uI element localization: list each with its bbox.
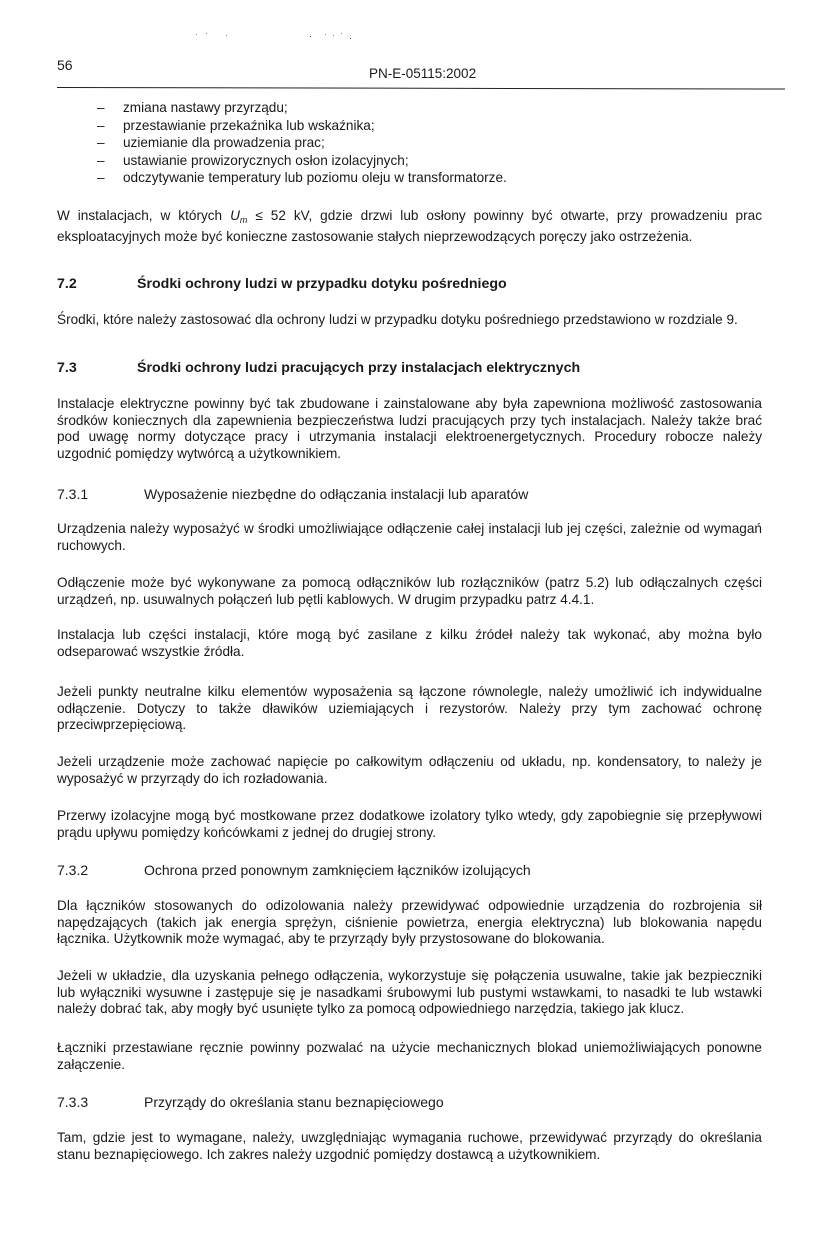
section-heading-7-3-3: 7.3.3 Przyrządy do określania stanu beznapięciowego: [57, 1094, 444, 1110]
scan-noise: [341, 33, 342, 34]
scan-noise: [206, 33, 207, 34]
paragraph: Urządzenia należy wyposażyć w środki umożliwiające odłączenie całej instalacji lub jej części, zależnie od wymagań ruchowych.: [57, 521, 762, 553]
header-rule: [57, 87, 785, 90]
paragraph: Jeżeli w układzie, dla uzyskania pełnego odłączenia, wykorzystuje się połączenia usuwalne, takie jak bezpieczniki lub wyłączniki wysuwne i zastępuje się je nasadkami śrubowymi lub pustymi wstawkami, to nasadki te lub wstawki należy dobrać tak, aby mogły być usunięte tylko za pomocą odpowiedniego narzędzia, takiego jak klucz.: [57, 968, 762, 1016]
page-header: [57, 57, 785, 93]
scan-noise: [350, 38, 351, 39]
list-item: – zmiana nastawy przyrządu;: [97, 100, 288, 115]
section-heading-7-3: 7.3 Środki ochrony ludzi pracujących przy instalacjach elektrycznych: [57, 360, 581, 376]
scan-noise: [310, 36, 311, 37]
scan-noise: [333, 35, 334, 36]
section-heading-7-3-1: 7.3.1 Wyposażenie niezbędne do odłączania instalacji lub aparatów: [57, 486, 529, 502]
list-item: – przestawianie przekaźnika lub wskaźnika;: [97, 117, 375, 133]
section-heading-7-2: 7.2 Środki ochrony ludzi w przypadku dotyku pośredniego: [57, 276, 507, 292]
scan-noise: [196, 34, 197, 35]
paragraph: Tam, gdzie jest to wymagane, należy, uwzględniając wymagania ruchowe, przewidywać przyrządy do określania stanu beznapięciowego. Ich zakres należy uzgodnić pomiędzy dostawcą a użytkownikiem.: [57, 1130, 762, 1162]
paragraph: Środki, które należy zastosować dla ochrony ludzi w przypadku dotyku pośredniego przedstawiono w rozdziale 9.: [57, 312, 738, 327]
paragraph: Jeżeli punkty neutralne kilku elementów wyposażenia są łączone równolegle, należy umożliwić ich indywidualne odłączenie. Dotyczy to także dławików uziemiających i rezystorów. Należy przy tym zachować ochronę przeciwprzepięciową.: [57, 684, 762, 732]
paragraph: Instalacja lub części instalacji, które mogą być zasilane z kilku źródeł należy tak wykonać, aby można było odseparować wszystkie źródła.: [57, 627, 762, 659]
list-item: – ustawianie prowizorycznych osłon izolacyjnych;: [97, 152, 409, 168]
dash-bullet-icon: –: [97, 117, 105, 133]
paragraph: Łączniki przestawiane ręcznie powinny pozwalać na użycie mechanicznych blokad uniemożliwiających ponowne załączenie.: [57, 1040, 762, 1072]
section-heading-7-3-2: 7.3.2 Ochrona przed ponownym zamknięciem łączników izolujących: [57, 862, 531, 878]
list-item: – odczytywanie temperatury lub poziomu oleju w transformatorze.: [97, 170, 507, 185]
dash-bullet-icon: –: [97, 152, 105, 168]
paragraph: Przerwy izolacyjne mogą być mostkowane przez dodatkowe izolatory tylko wtedy, gdy zapobiegnie się przepływowi prądu upływu pomiędzy końcówkami z jednej do drugiej strony.: [57, 808, 762, 840]
paragraph: Odłączenie może być wykonywane za pomocą odłączników lub rozłączników (patrz 5.2) lub odłączalnych części urządzeń, np. usuwalnych połączeń lub pętli kablowych. W drugim przypadku patrz 4.4.1.: [57, 575, 762, 607]
page-number: 56: [57, 57, 73, 73]
dash-bullet-icon: –: [97, 170, 105, 185]
dash-bullet-icon: –: [97, 100, 105, 115]
paragraph: Dla łączników stosowanych do odizolowania należy przewidywać odpowiednie urządzenia do rozbrojenia sił napędzających (takich jak energia sprężyn, ciśnienie powietrza, energia elektryczna) lub blokowania napędu łącznika. Użytkownik może wymagać, aby te przyrządy były przystosowane do blokowania.: [57, 898, 762, 946]
paragraph: Instalacje elektryczne powinny być tak zbudowane i zainstalowane aby była zapewniona możliwość zastosowania środków koniecznych dla zapewnienia bezpieczeństwa ludzi pracujących przy tych instalacjach. Należy także brać pod uwagę normy dotyczące pracy i utrzymania instalacji elektroenergetycznych. Procedury robocze należy uzgodnić pomiędzy wytwórcą a użytkownikiem.: [57, 396, 762, 461]
standard-id: PN-E-05115:2002: [369, 66, 477, 81]
dash-bullet-icon: –: [97, 135, 105, 150]
paragraph-um: W instalacjach, w których $U_m \le 52$ kV, gdzie drzwi lub osłony powinny być otwarte, przy prowadzeniu prac eksploatacyjnych może być konieczne zastosowanie stałych nieprzewodzących poręczy jako ostrzeżenia.: [57, 208, 762, 244]
scan-noise: [325, 34, 326, 35]
list-item: – uziemianie dla prowadzenia prac;: [97, 135, 325, 150]
bullet-list: [57, 100, 507, 188]
paragraph: Jeżeli urządzenie może zachować napięcie po całkowitym odłączeniu od układu, np. kondensatory, to należy je wyposażyć w przyrządy do ich rozładowania.: [57, 754, 762, 786]
scan-noise: [226, 35, 227, 36]
